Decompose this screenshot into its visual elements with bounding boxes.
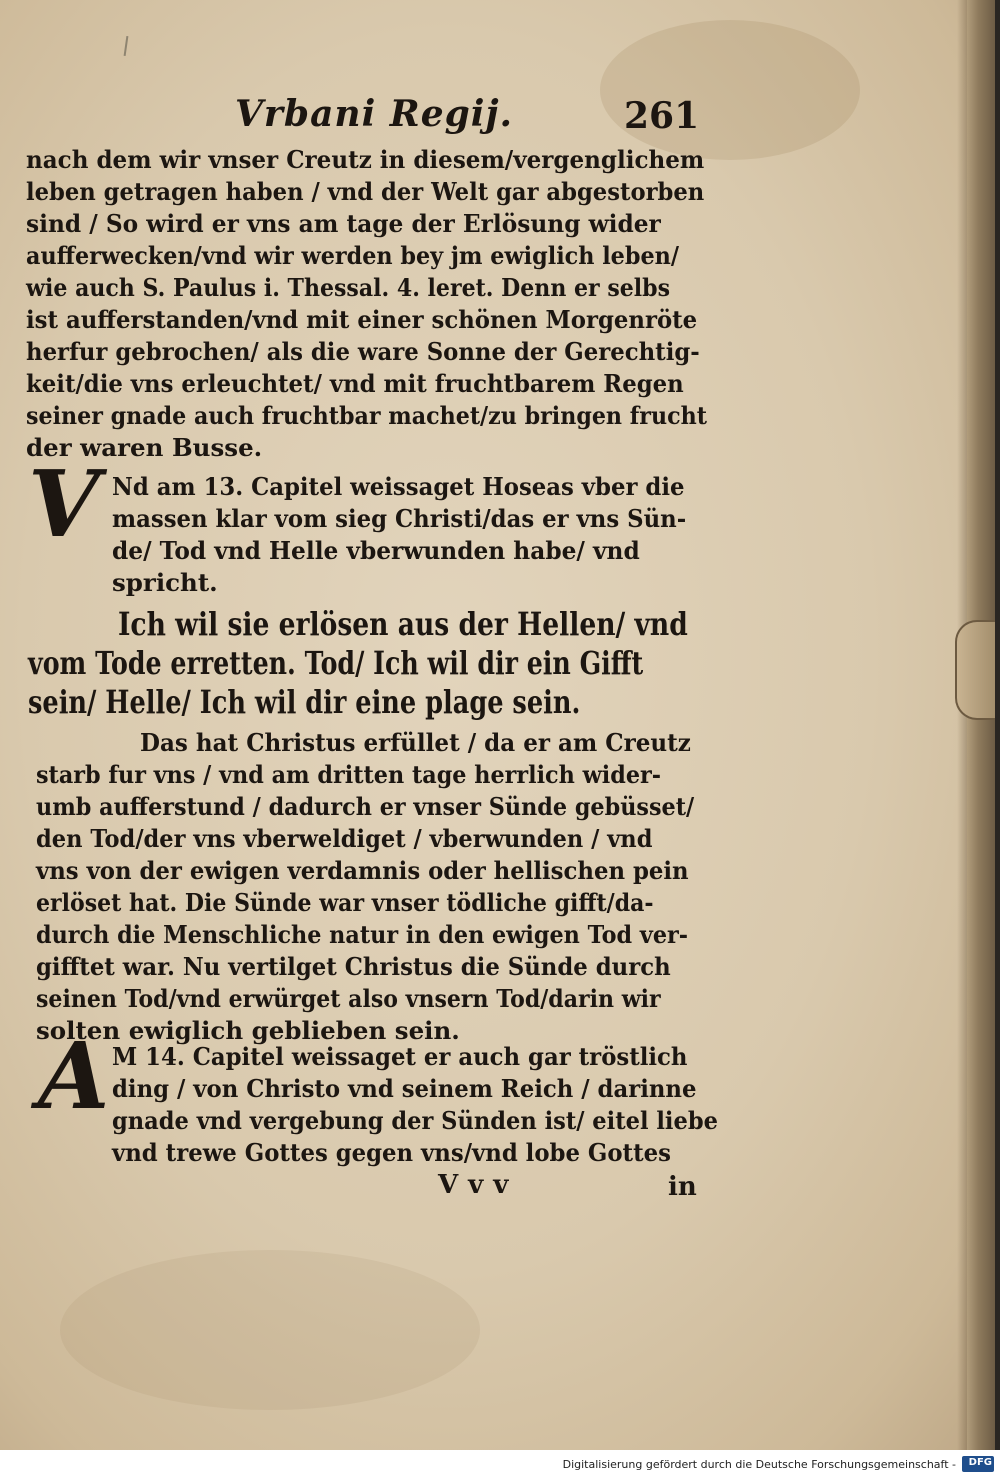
book-clasp (955, 620, 995, 720)
dfg-logo-label: DFG (968, 1457, 992, 1468)
quote-line: sein/ Helle/ Ich wil dir eine plage sein. (28, 683, 581, 721)
text-line: vnd trewe Gottes gegen vns/vnd lobe Gottes (112, 1138, 671, 1167)
running-header: Vrbani Regij. (235, 93, 514, 135)
text-line: sind / So wird er vns am tage der Erlösung wider (26, 209, 661, 238)
quote-line: vom Tode erretten. Tod/ Ich wil dir ein Gifft (28, 644, 644, 682)
text-line: massen klar vom sieg Christi/das er vns Sün- (112, 504, 687, 533)
text-line: ist aufferstanden/vnd mit einer schönen Morgenröte (26, 305, 698, 334)
text-line: der waren Busse. (26, 433, 263, 462)
text-line: erlöset hat. Die Sünde war vnser tödliche gifft/da- (36, 888, 654, 917)
credit-text: Digitalisierung gefördert durch die Deutsche Forschungsgemeinschaft - (562, 1458, 956, 1471)
text-line: den Tod/der vns vberweldiget / vberwunden / vnd (36, 824, 653, 853)
text-line: herfur gebrochen/ als die ware Sonne der Gerechtig- (26, 337, 700, 366)
text-line: nach dem wir vnser Creutz in diesem/vergenglichem (26, 145, 705, 174)
text-line: gnade vnd vergebung der Sünden ist/ eitel liebe (112, 1106, 718, 1135)
text-line: aufferwecken/vnd wir werden bey jm ewiglich leben/ (26, 241, 679, 270)
text-line: seiner gnade auch fruchtbar machet/zu bringen frucht (26, 401, 707, 430)
pencil-mark (124, 36, 129, 56)
text-line: seinen Tod/vnd erwürget also vnsern Tod/darin wir (36, 984, 661, 1013)
signature-mark: Vvv (438, 1170, 519, 1200)
book-edge (967, 0, 995, 1450)
text-line: Nd am 13. Capitel weissaget Hoseas vber die (112, 472, 685, 501)
text-line: vns von der ewigen verdamnis oder hellischen pein (36, 856, 689, 885)
text-line: umb aufferstund / dadurch er vnser Sünde gebüsset/ (36, 792, 695, 821)
page-number: 261 (624, 95, 700, 137)
text-line: M 14. Capitel weissaget er auch gar tröstlich (112, 1042, 688, 1071)
text-line: durch die Menschliche natur in den ewigen Tod ver- (36, 920, 689, 949)
text-line: spricht. (112, 568, 218, 597)
quote-line: Ich wil sie erlösen aus der Hellen/ vnd (118, 605, 688, 643)
text-line: keit/die vns erleuchtet/ vnd mit fruchtbarem Regen (26, 369, 684, 398)
paper-stain (60, 1250, 480, 1410)
text-line: gifftet war. Nu vertilget Christus die Sünde durch (36, 952, 671, 981)
decorated-initial-v: V (28, 450, 100, 558)
text-line: solten ewiglich geblieben sein. (36, 1016, 460, 1045)
text-line: wie auch S. Paulus i. Thessal. 4. leret. Denn er selbs (26, 273, 671, 302)
text-line: de/ Tod vnd Helle vberwunden habe/ vnd (112, 536, 640, 565)
paper-stain (600, 20, 860, 160)
text-line: starb fur vns / vnd am dritten tage herrlich wider- (36, 760, 662, 789)
decorated-initial-a: A (38, 1022, 110, 1130)
catchword: in (668, 1172, 697, 1202)
text-line: Das hat Christus erfüllet / da er am Creutz (140, 728, 691, 757)
credit-bar (0, 1450, 1000, 1481)
text-line: leben getragen haben / vnd der Welt gar abgestorben (26, 177, 705, 206)
text-line: ding / von Christo vnd seinem Reich / darinne (112, 1074, 697, 1103)
